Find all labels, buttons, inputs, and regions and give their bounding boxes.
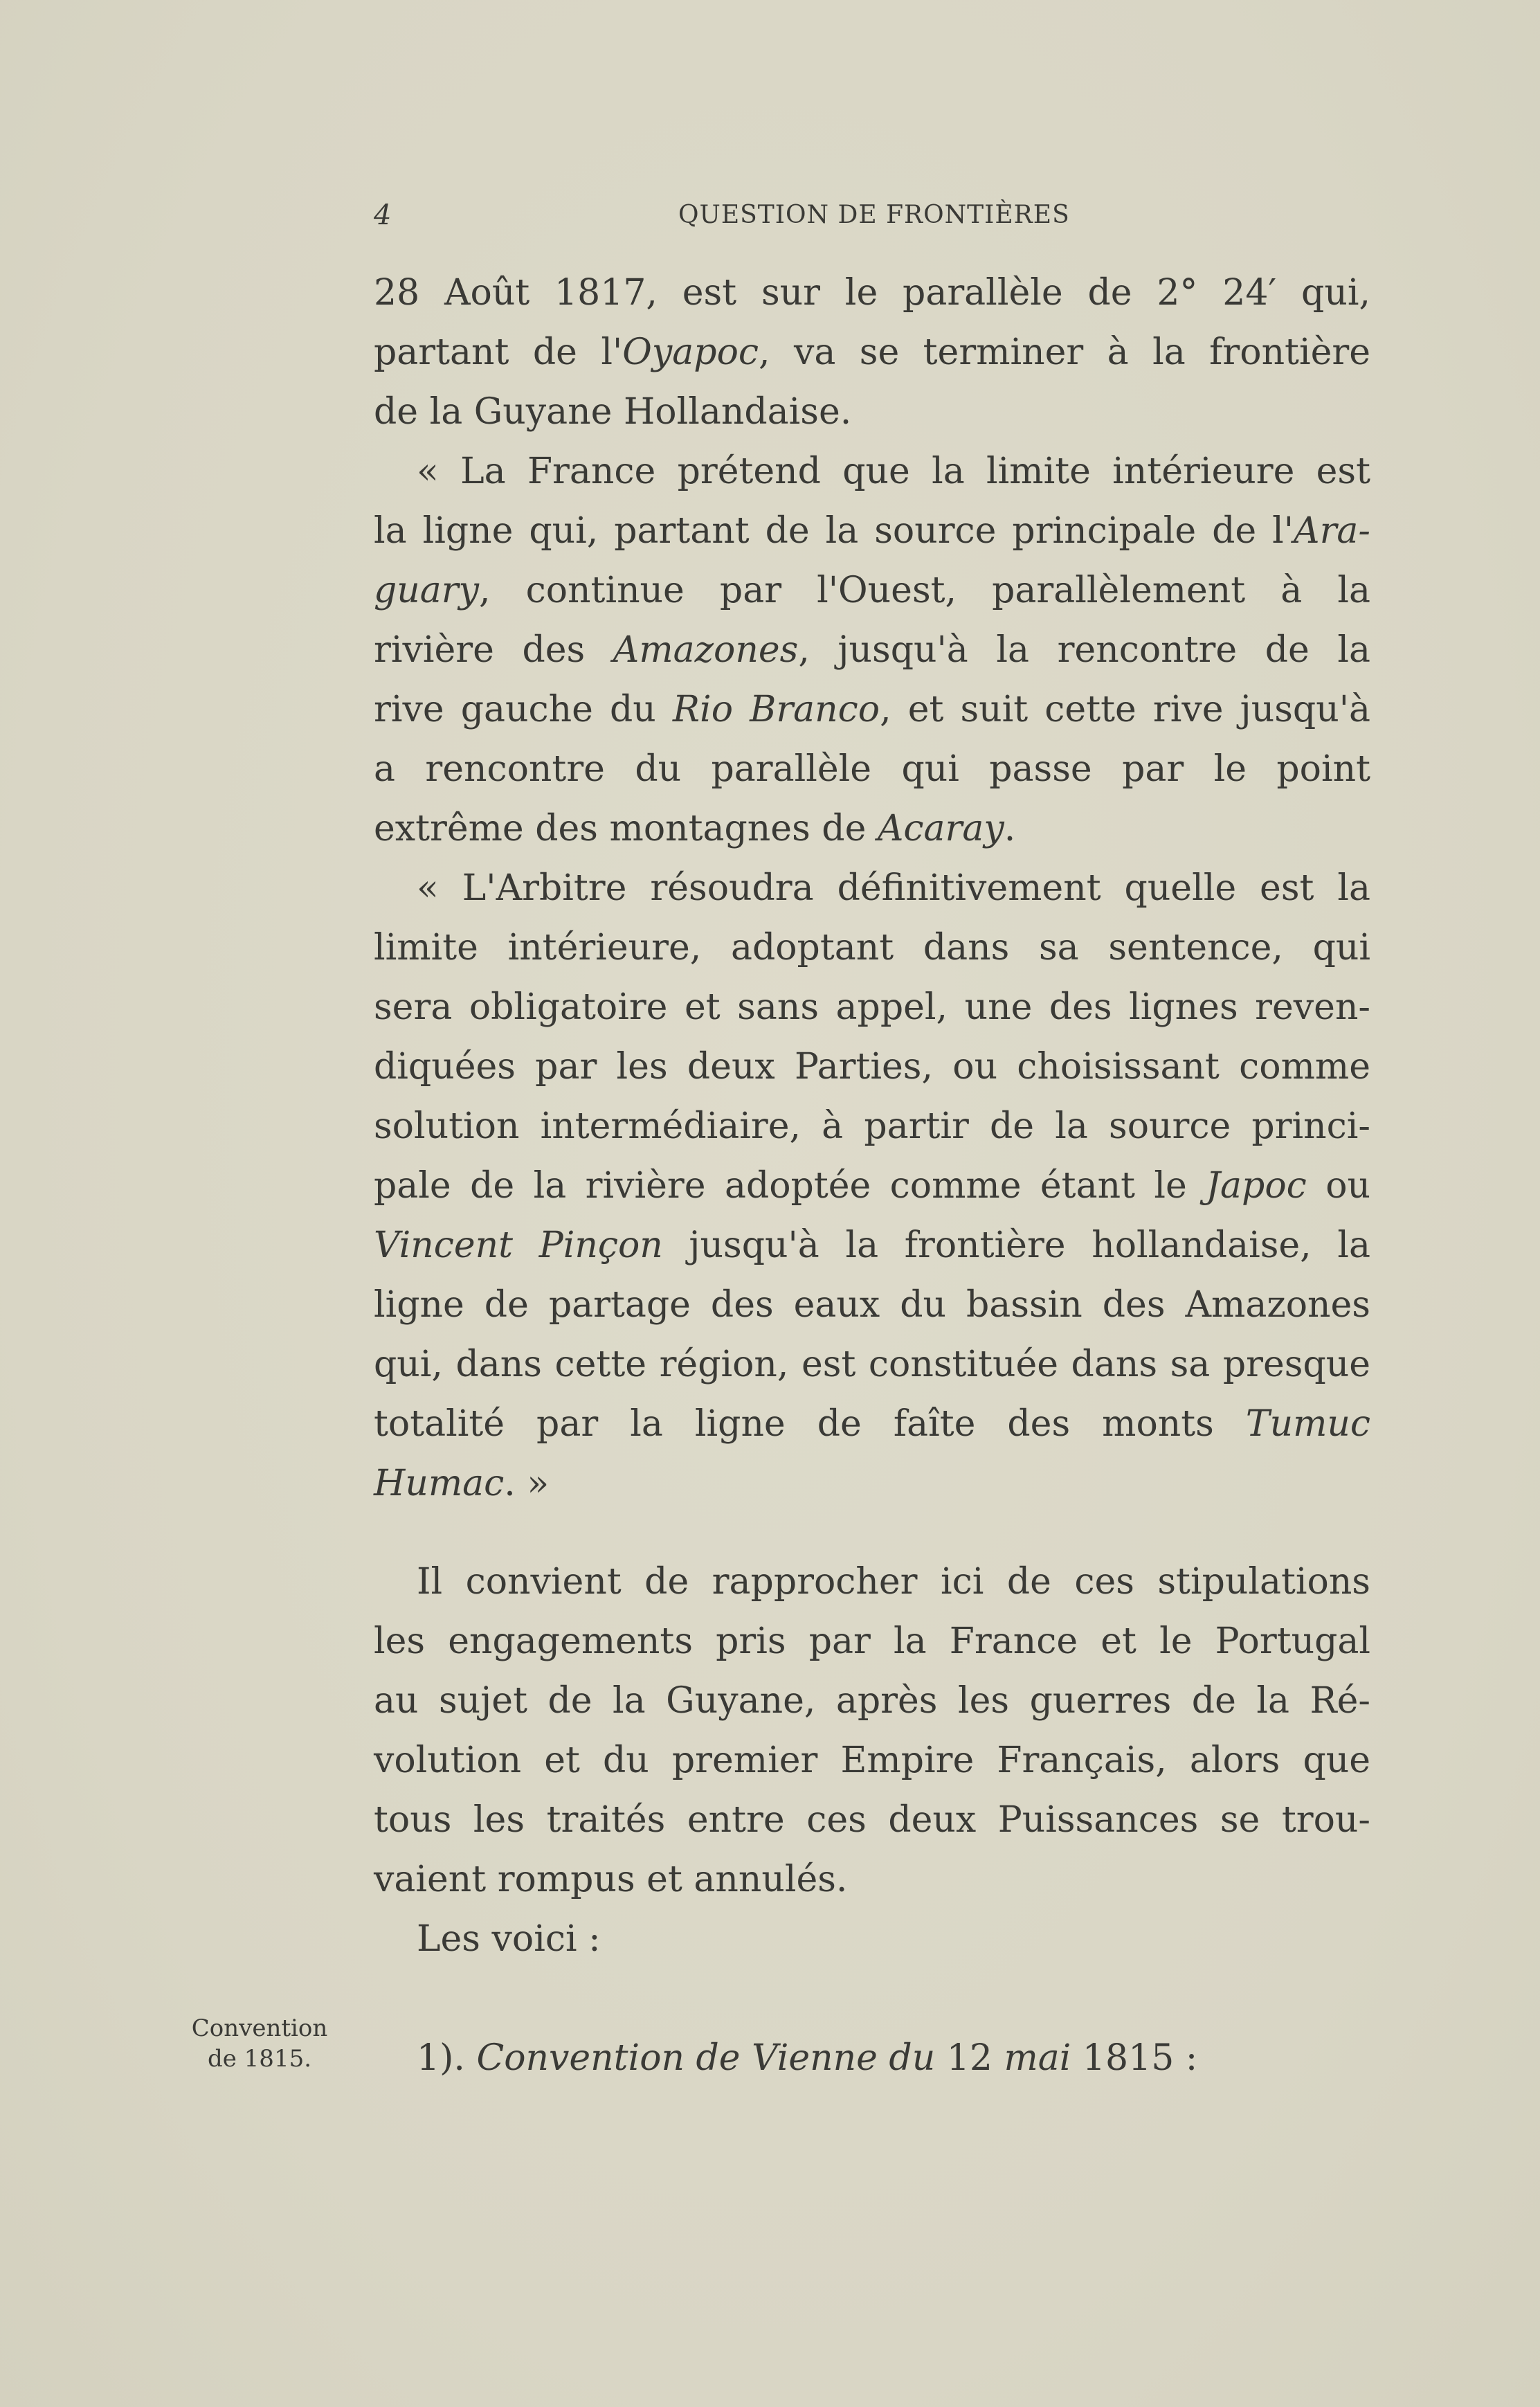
text-segment: pale de la rivière adoptée comme étant le bbox=[374, 1165, 1206, 1207]
text-line bbox=[374, 1394, 1370, 1454]
italic-text: guary bbox=[374, 570, 480, 611]
italic-text: Rio Branco bbox=[672, 689, 880, 730]
text-line bbox=[374, 1037, 1370, 1097]
text-line bbox=[374, 739, 1370, 799]
text-line bbox=[374, 1275, 1370, 1335]
date-month: mai bbox=[1004, 2037, 1071, 2079]
text-segment: Il convient de rapprocher ici de ces stipulations bbox=[417, 1561, 1370, 1603]
text-segment: volution et du premier Empire Français, alors que bbox=[374, 1740, 1370, 1781]
text-segment: , va se terminer à la frontière bbox=[759, 332, 1370, 373]
date-day: 12 bbox=[935, 2037, 1004, 2079]
text-segment: , continue par l'Ouest, parallèlement à la bbox=[479, 570, 1370, 611]
italic-text: Ara- bbox=[1294, 510, 1370, 552]
text-line bbox=[374, 858, 1370, 918]
text-segment: limite intérieure, adoptant dans sa sentence, qui bbox=[374, 927, 1370, 968]
text-segment: « L'Arbitre résoudra définitivement quelle est la bbox=[417, 867, 1370, 909]
text-line bbox=[374, 977, 1370, 1037]
text-line bbox=[374, 1612, 1370, 1671]
text-line bbox=[374, 1097, 1370, 1156]
italic-text: Amazones bbox=[613, 629, 799, 671]
text-line bbox=[374, 1731, 1370, 1790]
margin-note bbox=[166, 2013, 353, 2074]
italic-text: Acaray bbox=[877, 808, 1004, 849]
text-line bbox=[374, 680, 1370, 739]
text-segment: 28 Août 1817, est sur le parallèle de 2° 24′ qui, bbox=[374, 272, 1370, 314]
text-line bbox=[374, 1790, 1370, 1850]
body-text bbox=[374, 263, 1370, 1969]
text-line bbox=[374, 263, 1370, 323]
text-segment: , et suit cette rive jusqu'à bbox=[880, 689, 1370, 730]
text-segment: diquées par les deux Parties, ou choisissant comme bbox=[374, 1046, 1370, 1088]
text-line bbox=[374, 1909, 1370, 1969]
text-segment: de la Guyane Hollandaise. bbox=[374, 391, 852, 433]
text-segment: les engagements pris par la France et le Portugal bbox=[374, 1621, 1370, 1662]
text-segment: ou bbox=[1306, 1165, 1370, 1207]
text-segment: a rencontre du parallèle qui passe par le point bbox=[374, 748, 1370, 790]
paragraph bbox=[374, 263, 1370, 442]
text-segment: , jusqu'à la rencontre de la bbox=[798, 629, 1370, 671]
text-segment: . » bbox=[504, 1463, 550, 1504]
text-segment: rive gauche du bbox=[374, 689, 673, 730]
text-segment: la ligne qui, partant de la source principale de l' bbox=[374, 510, 1294, 552]
text-line bbox=[374, 1850, 1370, 1909]
text-segment: tous les traités entre ces deux Puissances se trou- bbox=[374, 1799, 1370, 1841]
text-segment: jusqu'à la frontière hollandaise, la bbox=[662, 1225, 1371, 1266]
text-line bbox=[374, 323, 1370, 382]
page-header bbox=[374, 199, 1073, 241]
text-line bbox=[374, 918, 1370, 977]
text-segment: totalité par la ligne de faîte des monts bbox=[374, 1403, 1246, 1445]
paragraph bbox=[374, 442, 1370, 858]
paragraph-gap bbox=[374, 1513, 1370, 1552]
italic-text: Vincent Pinçon bbox=[374, 1225, 663, 1266]
italic-text: Oyapoc bbox=[622, 332, 759, 373]
text-segment: partant de l' bbox=[374, 332, 623, 373]
text-line bbox=[374, 1671, 1370, 1731]
margin-note-line: de 1815. bbox=[207, 2045, 312, 2073]
text-segment: Les voici : bbox=[417, 1918, 601, 1960]
paragraph bbox=[374, 858, 1370, 1513]
text-line bbox=[374, 1216, 1370, 1275]
text-line bbox=[374, 382, 1370, 442]
text-segment: rivière des bbox=[374, 629, 613, 671]
paragraph bbox=[374, 1909, 1370, 1969]
text-segment: sera obligatoire et sans appel, une des lignes reven- bbox=[374, 986, 1370, 1028]
text-line bbox=[374, 501, 1370, 561]
text-line bbox=[374, 1335, 1370, 1394]
text-line bbox=[374, 1552, 1370, 1612]
text-line bbox=[374, 1156, 1370, 1216]
text-line bbox=[374, 561, 1370, 620]
list-item-convention bbox=[417, 2028, 1197, 2088]
text-segment: solution intermédiaire, à partir de la source princi- bbox=[374, 1106, 1370, 1147]
text-segment: qui, dans cette région, est constituée dans sa presque bbox=[374, 1344, 1370, 1385]
text-segment: « La France prétend que la limite intérieure est bbox=[417, 451, 1370, 492]
list-number: 1). bbox=[417, 2037, 477, 2079]
text-segment: . bbox=[1004, 808, 1016, 849]
text-segment: au sujet de la Guyane, après les guerres de la Ré- bbox=[374, 1680, 1370, 1722]
margin-note-line: Convention bbox=[191, 2014, 328, 2042]
running-title: QUESTION DE FRONTIÈRES bbox=[678, 201, 1070, 229]
paragraph bbox=[374, 1552, 1370, 1909]
text-line bbox=[374, 799, 1370, 858]
italic-title: Convention de Vienne du bbox=[476, 2037, 936, 2079]
text-line bbox=[374, 620, 1370, 680]
text-line bbox=[374, 442, 1370, 501]
text-segment: vaient rompus et annulés. bbox=[374, 1859, 848, 1900]
italic-text: Tumuc bbox=[1245, 1403, 1370, 1445]
page-number: 4 bbox=[374, 199, 392, 231]
date-year: 1815 : bbox=[1071, 2037, 1198, 2079]
italic-text: Japoc bbox=[1206, 1165, 1307, 1207]
italic-text: Humac bbox=[374, 1463, 505, 1504]
text-segment: extrême des montagnes de bbox=[374, 808, 878, 849]
text-line bbox=[374, 1454, 1370, 1513]
text-segment: ligne de partage des eaux du bassin des Amazones bbox=[374, 1284, 1370, 1326]
